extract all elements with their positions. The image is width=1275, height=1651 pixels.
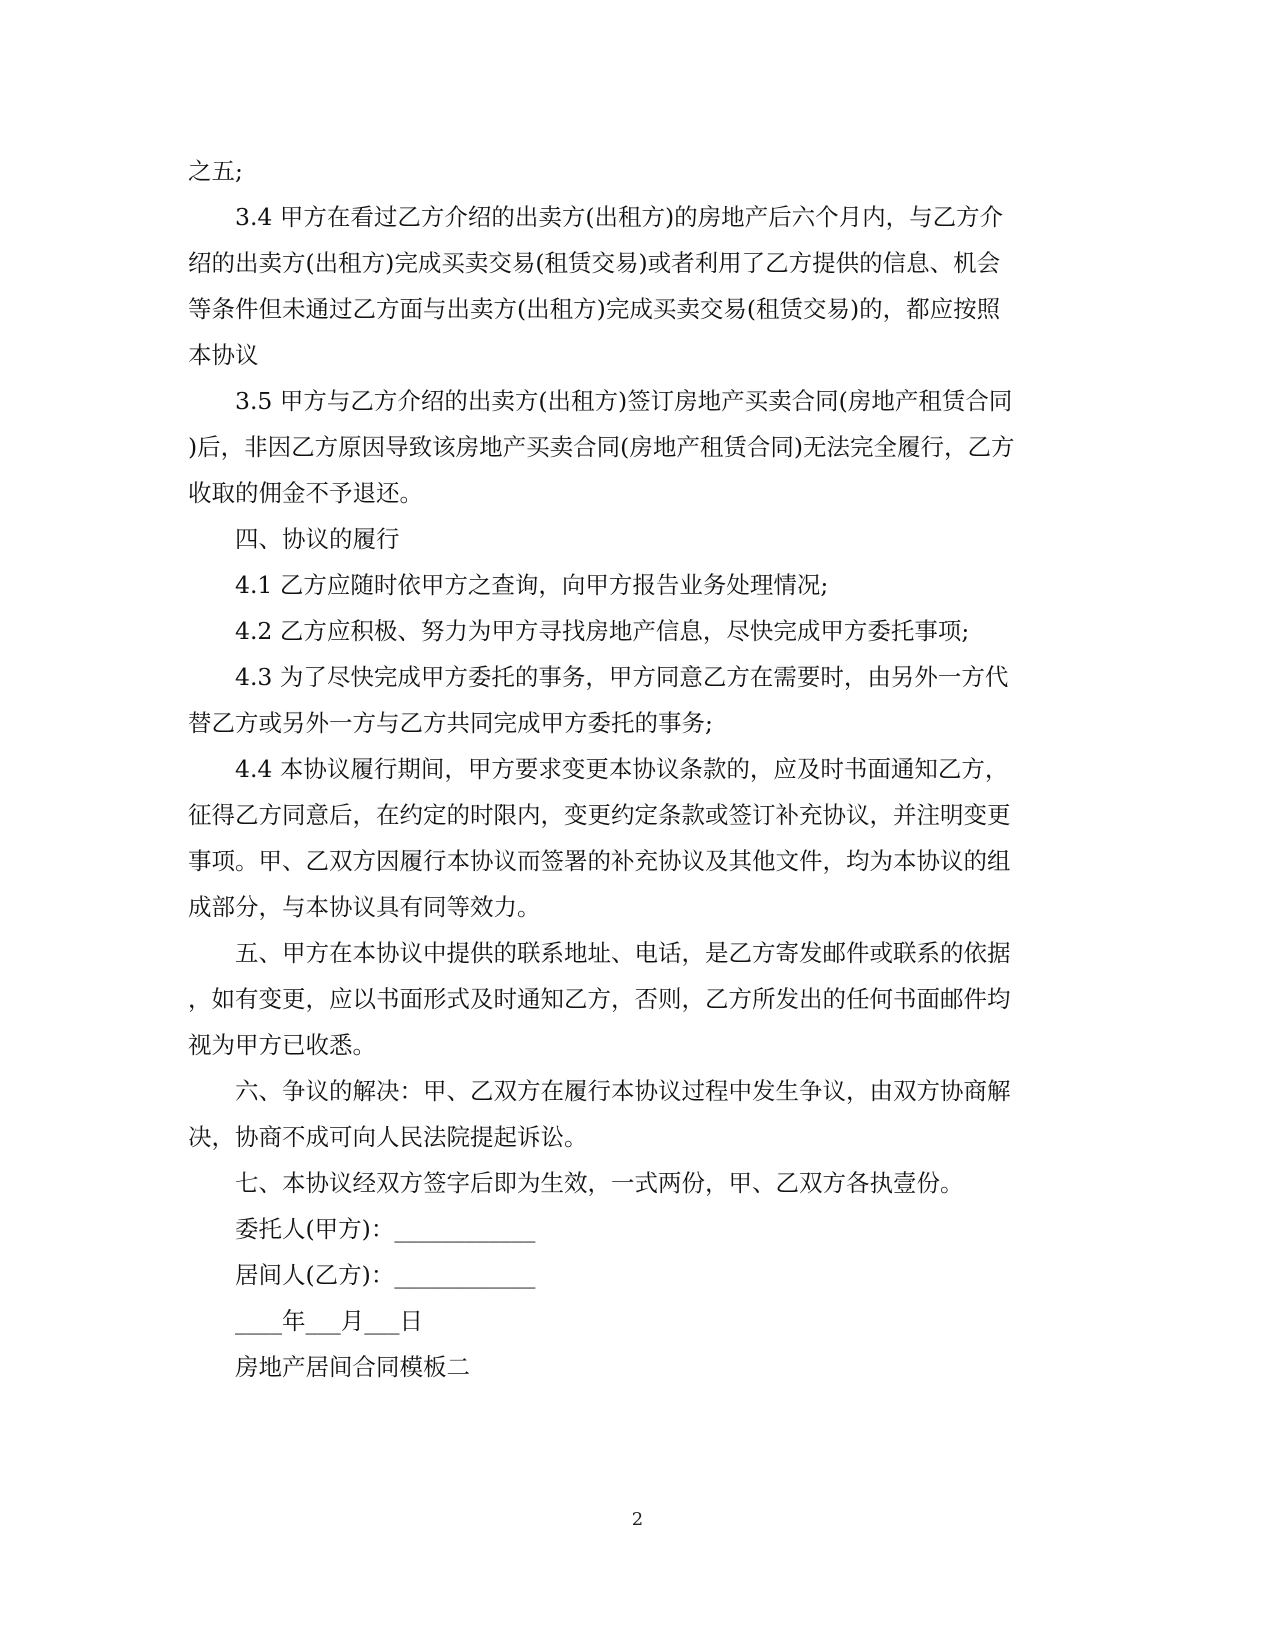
page-number: 2 [631,1509,644,1530]
paragraph-p-3-5 [188,378,1048,516]
text-line: 3.5 甲方与乙方介绍的出卖方(出租方)签订房地产买卖合同(房地产租赁合同 [235,387,1013,415]
paragraph-p-section-5 [188,930,1048,1068]
text-line: ，如有变更，应以书面形式及时通知乙方，否则，乙方所发出的任何书面邮件均 [188,985,1011,1013]
paragraph-p-4-2 [188,608,1048,654]
text-line: 收取的佣金不予退还。 [188,479,423,507]
paragraph-p-template-2 [188,1344,1048,1390]
text-line: 4.4 本协议履行期间，甲方要求变更本协议条款的，应及时书面通知乙方， [235,755,1009,783]
paragraph-p-section-4 [188,516,1048,562]
text-line: 七、本协议经双方签字后即为生效，一式两份，甲、乙双方各执壹份。 [235,1169,964,1197]
paragraph-p-date [188,1298,1048,1344]
text-line: 3.4 甲方在看过乙方介绍的出卖方(出租方)的房地产后六个月内，与乙方介 [235,203,1004,231]
paragraph-p-sign-a [188,1206,1048,1252]
text-line: )后，非因乙方原因导致该房地产买卖合同(房地产租赁合同)无法完全履行，乙方 [188,433,1015,461]
text-line: 委托人(甲方)：____________ [235,1215,536,1243]
text-line: 五、甲方在本协议中提供的联系地址、电话，是乙方寄发邮件或联系的依据 [235,939,1011,967]
paragraph-p-4-1 [188,562,1048,608]
text-line: 事项。甲、乙双方因履行本协议而签署的补充协议及其他文件，均为本协议的组 [188,847,1011,875]
text-line: 替乙方或另外一方与乙方共同完成甲方委托的事务; [188,709,713,737]
paragraph-p-section-7 [188,1160,1048,1206]
text-line: 绍的出卖方(出租方)完成买卖交易(租赁交易)或者利用了乙方提供的信息、机会 [188,249,1001,277]
paragraph-p-4-4 [188,746,1048,930]
paragraph-p-sign-b [188,1252,1048,1298]
text-line: 居间人(乙方)：____________ [235,1261,536,1289]
text-line: ____年___月___日 [235,1307,423,1335]
text-line: 征得乙方同意后，在约定的时限内，变更约定条款或签订补充协议，并注明变更 [188,801,1011,829]
text-line: 之五; [188,157,243,185]
text-line: 视为甲方已收悉。 [188,1031,376,1059]
text-line: 4.2 乙方应积极、努力为甲方寻找房地产信息，尽快完成甲方委托事项; [235,617,970,645]
text-line: 四、协议的履行 [235,525,400,553]
text-line: 六、争议的解决：甲、乙双方在履行本协议过程中发生争议，由双方协商解 [235,1077,1011,1105]
paragraph-p-section-6 [188,1068,1048,1160]
document-body [188,148,1048,1390]
paragraph-p-4-3 [188,654,1048,746]
text-line: 房地产居间合同模板二 [235,1353,470,1381]
paragraph-p-cont-3-3 [188,148,1048,194]
text-line: 决，协商不成可向人民法院提起诉讼。 [188,1123,588,1151]
text-line: 4.3 为了尽快完成甲方委托的事务，甲方同意乙方在需要时，由另外一方代 [235,663,1009,691]
text-line: 成部分，与本协议具有同等效力。 [188,893,541,921]
text-line: 等条件但未通过乙方面与出卖方(出租方)完成买卖交易(租赁交易)的，都应按照 [188,295,1001,323]
text-line: 4.1 乙方应随时依甲方之查询，向甲方报告业务处理情况; [235,571,829,599]
paragraph-p-3-4 [188,194,1048,378]
text-line: 本协议 [188,341,259,369]
